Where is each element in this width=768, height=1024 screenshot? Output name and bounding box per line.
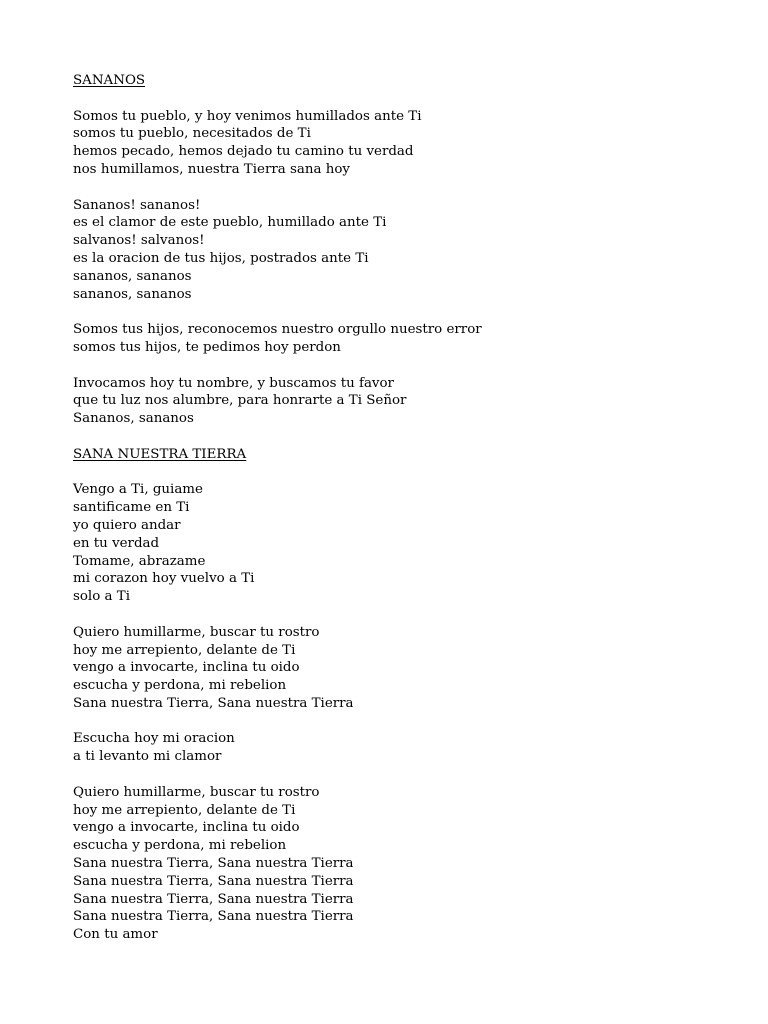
lyric-line: Somos tu pueblo, y hoy venimos humillados ante Ti <box>73 108 422 124</box>
lyric-line: Tomame, abrazame <box>73 553 206 569</box>
lyric-line: es el clamor de este pueblo, humillado ante Ti <box>73 215 387 231</box>
lyric-line: Sana nuestra Tierra, Sana nuestra Tierra <box>73 856 354 872</box>
lyric-line: yo quiero andar <box>73 517 181 533</box>
stanza <box>73 375 713 428</box>
lyric-line: vengo a invocarte, inclina tu oido <box>73 660 300 676</box>
lyric-line: sananos, sananos <box>73 286 192 302</box>
lyric-line: Escucha hoy mi oracion <box>73 731 235 747</box>
lyric-line: Somos tus hijos, reconocemos nuestro orgullo nuestro error <box>73 322 482 338</box>
lyric-line: salvanos! salvanos! <box>73 233 205 249</box>
lyric-line: Sana nuestra Tierra, Sana nuestra Tierra <box>73 909 354 925</box>
stanza <box>73 784 713 944</box>
stanza <box>73 624 713 713</box>
document-page <box>73 72 713 944</box>
lyric-line: nos humillamos, nuestra Tierra sana hoy <box>73 161 350 177</box>
lyric-line: somos tu pueblo, necesitados de Ti <box>73 126 311 142</box>
lyric-line: hoy me arrepiento, delante de Ti <box>73 802 296 818</box>
song-sananos <box>73 72 713 446</box>
song-sana-nuestra-tierra <box>73 446 713 944</box>
lyric-line: Sananos! sananos! <box>73 197 201 213</box>
lyric-line: hemos pecado, hemos dejado tu camino tu verdad <box>73 144 414 160</box>
lyric-line: en tu verdad <box>73 535 160 551</box>
lyric-line: escucha y perdona, mi rebelion <box>73 678 287 694</box>
stanza <box>73 481 713 606</box>
lyric-line: Con tu amor <box>73 927 158 943</box>
lyric-line: somos tus hijos, te pedimos hoy perdon <box>73 339 341 355</box>
lyric-line: mi corazon hoy vuelvo a Ti <box>73 571 255 587</box>
lyric-line: Sana nuestra Tierra, Sana nuestra Tierra <box>73 695 354 711</box>
lyric-line: es la oracion de tus hijos, postrados ante Ti <box>73 250 369 266</box>
lyric-line: hoy me arrepiento, delante de Ti <box>73 642 296 658</box>
lyric-line: vengo a invocarte, inclina tu oido <box>73 820 300 836</box>
lyric-line: que tu luz nos alumbre, para honrarte a Ti Señor <box>73 393 407 409</box>
lyric-line: Sana nuestra Tierra, Sana nuestra Tierra <box>73 891 354 907</box>
lyric-line: sananos, sananos <box>73 268 192 284</box>
lyric-line: santificame en Ti <box>73 500 190 516</box>
stanza <box>73 321 713 357</box>
lyric-line: solo a Ti <box>73 589 130 605</box>
song-title: SANA NUESTRA TIERRA <box>73 446 247 462</box>
stanza <box>73 197 713 304</box>
stanza <box>73 730 713 766</box>
lyric-line: escucha y perdona, mi rebelion <box>73 838 287 854</box>
lyric-line: Invocamos hoy tu nombre, y buscamos tu favor <box>73 375 394 391</box>
lyric-line: Sana nuestra Tierra, Sana nuestra Tierra <box>73 873 354 889</box>
lyric-line: Vengo a Ti, guiame <box>73 482 203 498</box>
stanza <box>73 108 713 179</box>
song-title: SANANOS <box>73 73 146 88</box>
lyric-line: Quiero humillarme, buscar tu rostro <box>73 784 320 800</box>
lyric-line: Quiero humillarme, buscar tu rostro <box>73 624 320 640</box>
lyric-line: a ti levanto mi clamor <box>73 749 222 765</box>
lyric-line: Sananos, sananos <box>73 411 194 427</box>
